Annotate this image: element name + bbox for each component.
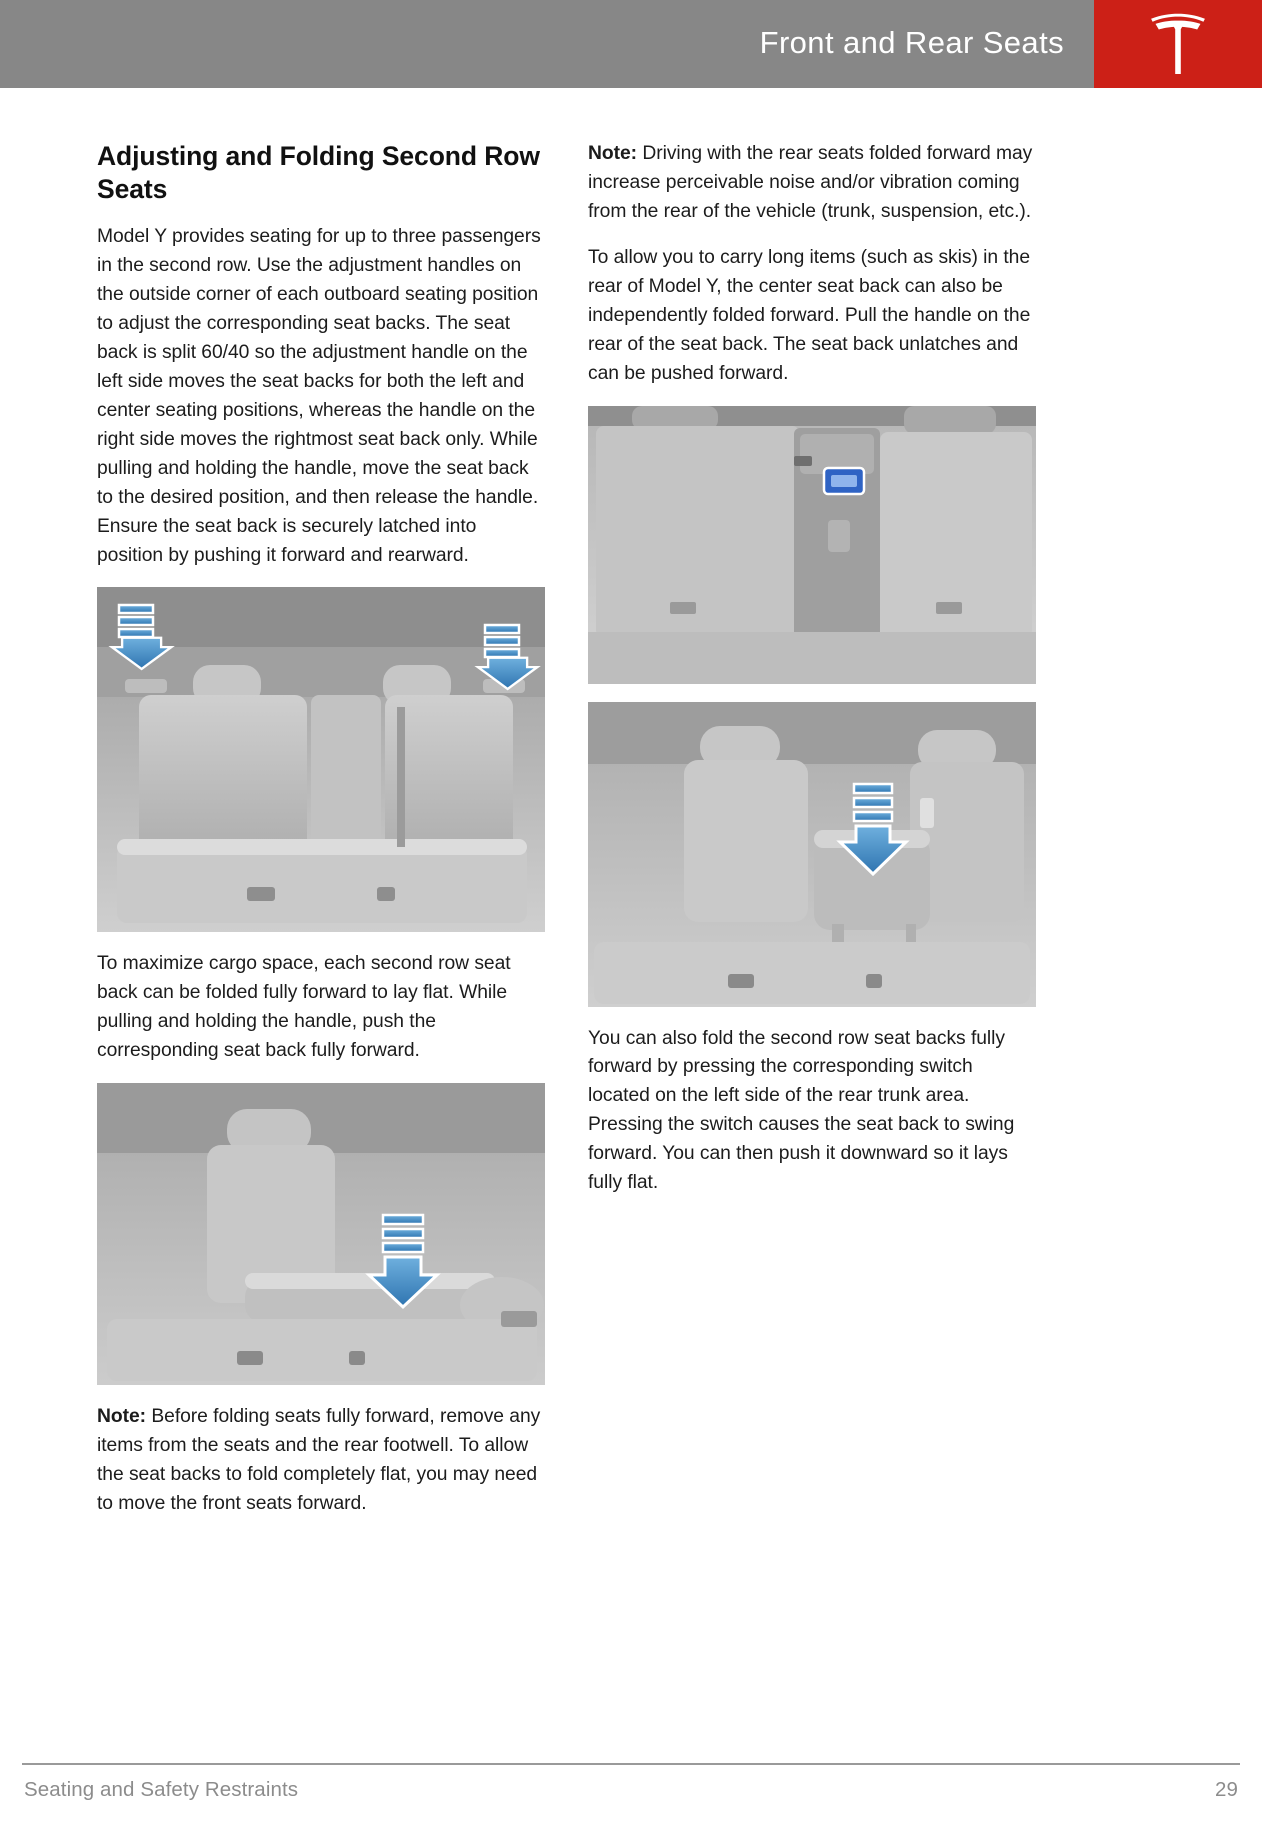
left-column bbox=[97, 140, 545, 1519]
page-header bbox=[0, 0, 1262, 88]
footer-row bbox=[22, 1778, 1240, 1802]
footer-divider bbox=[22, 1763, 1240, 1765]
left-paragraph-2: To maximize cargo space, each second row seat back can be folded fully forward to lay flat. While pulling and holding the handle, push the corresponding seat back fully forward. bbox=[97, 953, 511, 1062]
right-paragraph-2: You can also fold the second row seat backs fully forward by pressing the corresponding switch located on the left side of the rear trunk area. Pressing the switch causes the seat back to swing forward. You can then push it downward so it lays fully flat. bbox=[588, 1027, 1015, 1194]
left-note-text: Before folding seats fully forward, remove any items from the seats and the rear footwell. To allow the seat backs to fold completely flat, you may need to move the front seats forward. bbox=[97, 1406, 541, 1514]
figure-second-row-adjust-handles bbox=[97, 587, 545, 932]
figure-seat-back-folded-flat bbox=[97, 1083, 545, 1385]
footer-chapter-label: Seating and Safety Restraints bbox=[24, 1778, 299, 1801]
figure-1-illustration bbox=[97, 587, 545, 932]
page-content bbox=[0, 88, 1262, 1514]
left-paragraph-1: Model Y provides seating for up to three passengers in the second row. Use the adjustment handles on the outside corner of each outboard seating position to adjust the corresponding seat backs. The seat back is split 60/40 so the adjustment handle on the left side moves the seat backs for both the left and center seating positions, whereas the handle on the right side moves the rightmost seat back only. While pulling and holding the handle, move the seat back to the desired position, and then release the handle. Ensure the seat back is securely latched into position by pushing it forward and rearward. bbox=[97, 226, 541, 566]
figure-center-seat-folded-forward bbox=[588, 702, 1036, 1007]
header-bar bbox=[0, 0, 1094, 88]
left-note bbox=[97, 1403, 545, 1519]
tesla-logo-icon bbox=[1140, 8, 1216, 80]
right-note-text: Driving with the rear seats folded forward may increase perceivable noise and/or vibration coming from the rear of the vehicle (trunk, suspension, etc.). bbox=[588, 143, 1033, 222]
right-paragraph-1: To allow you to carry long items (such as skis) in the rear of Model Y, the center seat back can also be independently folded forward. Pull the handle on the rear of the seat back. The seat back unlatches and can be pushed forward. bbox=[588, 246, 1031, 384]
brand-logo-block bbox=[1094, 0, 1262, 88]
figure-2-illustration bbox=[97, 1083, 545, 1385]
release-handle-highlight bbox=[824, 468, 864, 494]
page-footer bbox=[22, 1763, 1240, 1802]
right-note-label: Note: bbox=[588, 143, 638, 164]
page-title: Front and Rear Seats bbox=[759, 24, 1064, 60]
footer-page-number: 29 bbox=[1214, 1778, 1238, 1801]
left-note-label: Note: bbox=[97, 1406, 147, 1428]
figure-center-seat-release-handle bbox=[588, 406, 1036, 684]
figure-3-illustration bbox=[588, 406, 1036, 684]
right-note bbox=[588, 140, 1036, 227]
right-column bbox=[588, 140, 1036, 1198]
section-heading: Adjusting and Folding Second Row Seats bbox=[97, 141, 540, 204]
figure-4-illustration bbox=[588, 702, 1036, 1007]
